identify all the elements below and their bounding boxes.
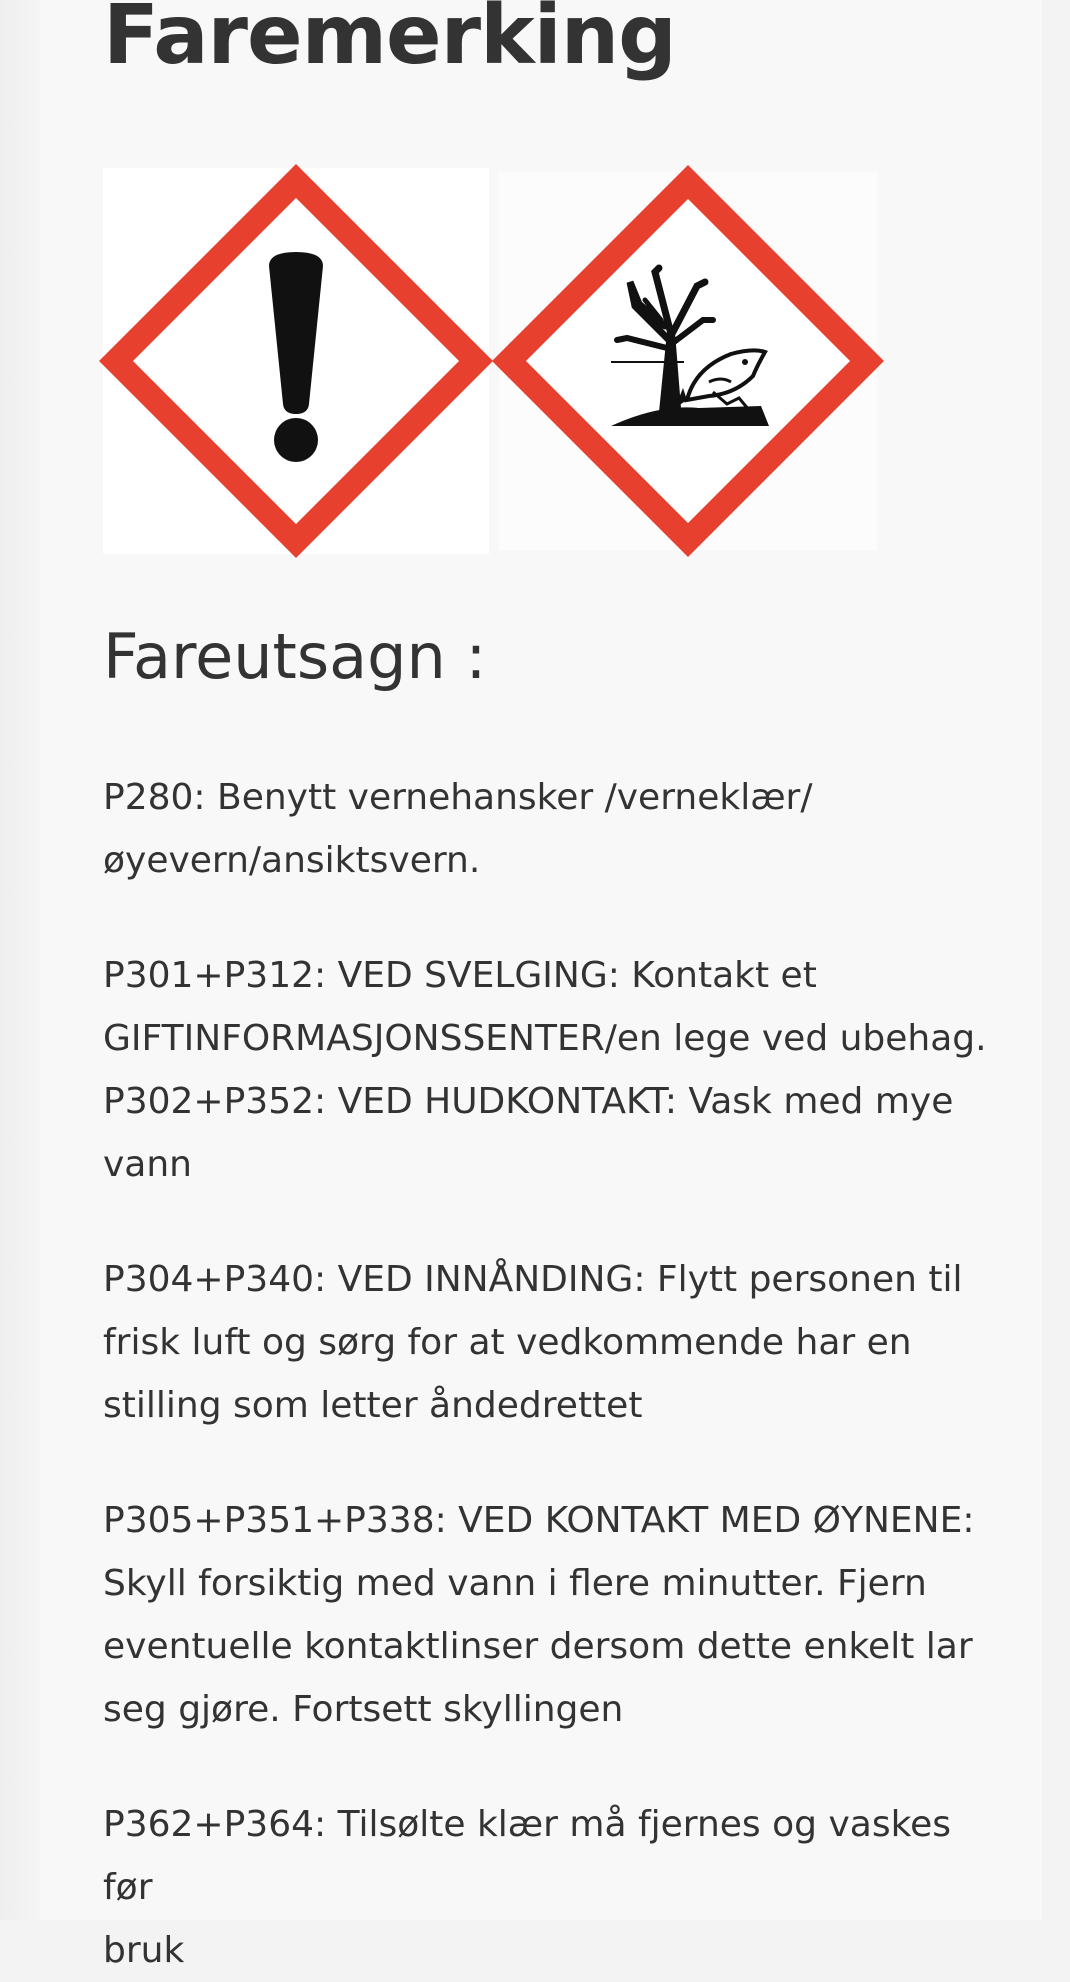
hazard-statements-heading: Fareutsagn : <box>103 620 487 693</box>
statement-p304-p340 <box>103 1248 1003 1437</box>
statement-p305-p351-p338 <box>103 1489 1003 1741</box>
statement-line: Skyll forsiktig med vann i flere minutter. Fjern <box>103 1563 927 1604</box>
statement-p280 <box>103 766 1003 892</box>
right-gutter <box>1042 0 1070 1920</box>
statement-line: stilling som letter åndedrettet <box>103 1385 643 1426</box>
page-title: Faremerking <box>103 0 676 83</box>
content-area <box>40 0 1042 1971</box>
statement-line: P301+P312: VED SVELGING: Kontakt et <box>103 955 817 996</box>
statement-line: bruk <box>103 1930 185 1971</box>
hazard-pictograms <box>103 168 903 554</box>
statement-line: P304+P340: VED INNÅNDING: Flytt personen til <box>103 1259 963 1300</box>
statement-line: P302+P352: VED HUDKONTAKT: Vask med mye <box>103 1081 954 1122</box>
statement-line: GIFTINFORMASJONSSENTER/en lege ved ubehag. <box>103 1018 987 1059</box>
statement-line: P305+P351+P338: VED KONTAKT MED ØYNENE: <box>103 1500 975 1541</box>
statement-line: P280: Benytt vernehansker /verneklær/ <box>103 777 813 818</box>
left-gutter <box>0 0 40 1920</box>
statement-p362-p364 <box>103 1793 1003 1982</box>
ghs-exclamation-mark-icon <box>103 168 489 554</box>
statement-p302-p352 <box>103 1070 1003 1196</box>
statement-line: øyevern/ansiktsvern. <box>103 840 481 881</box>
statement-line: eventuelle kontaktlinser dersom dette enkelt lar <box>103 1626 973 1667</box>
statement-line: P362+P364: Tilsølte klær må fjernes og vaskes før <box>103 1804 952 1908</box>
statement-p301-p312 <box>103 944 1003 1070</box>
statement-line: seg gjøre. Fortsett skyllingen <box>103 1689 624 1730</box>
statement-line: vann <box>103 1144 192 1185</box>
ghs-environment-dead-tree-fish-icon <box>499 172 877 550</box>
statement-line: frisk luft og sørg for at vedkommende har en <box>103 1322 912 1363</box>
hazard-statements-list <box>103 766 1003 1982</box>
